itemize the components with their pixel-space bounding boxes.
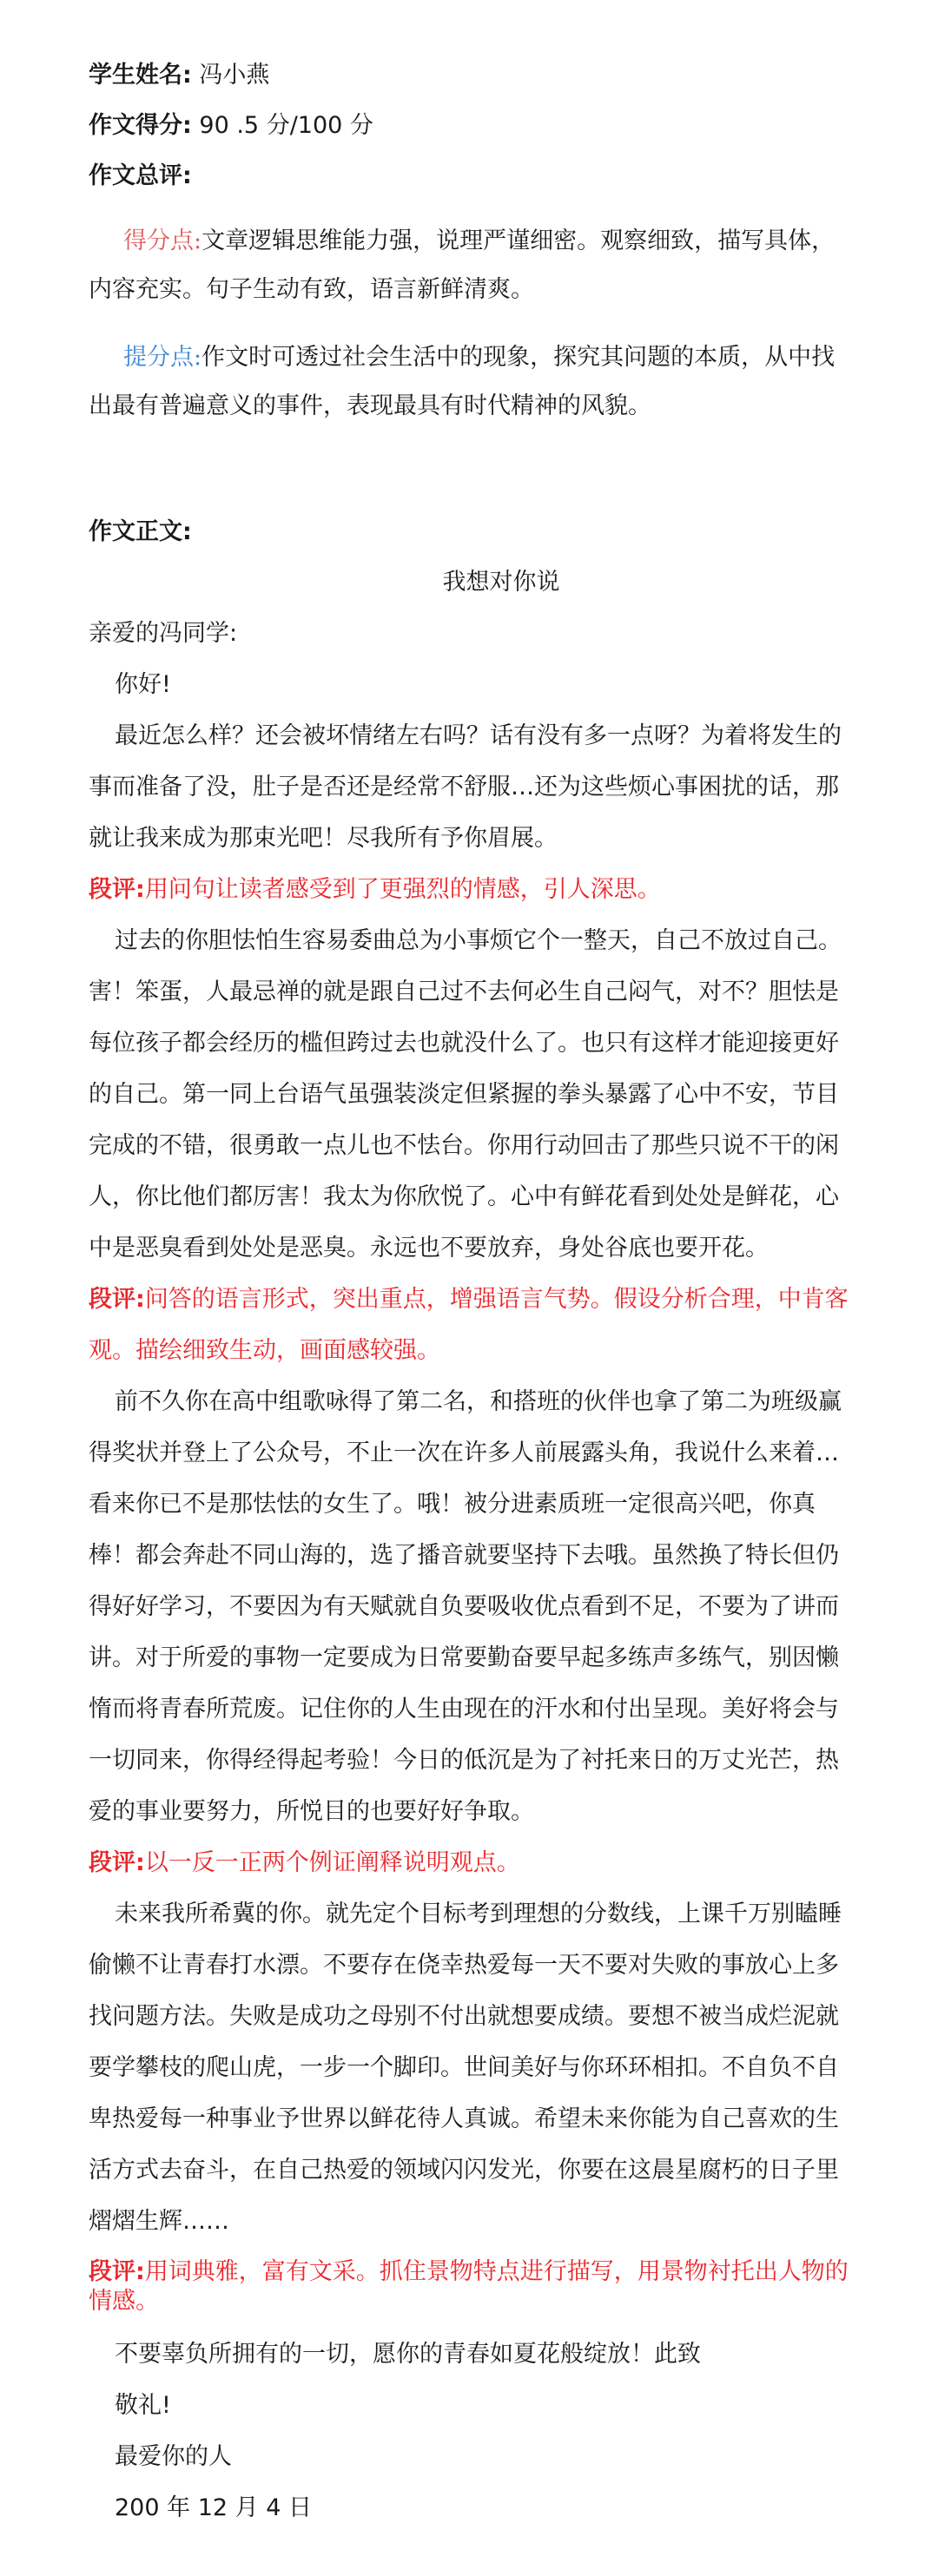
- essay-document: [89, 50, 853, 2533]
- essay-score-label: 作文得分:: [89, 112, 192, 139]
- improvement-text: 作文时可透过社会生活中的现象，探究其问题的本质，从中找出最有普遍意义的事件，表现最具有时代精神的风貌。: [89, 344, 836, 419]
- strengths-review: [89, 217, 853, 314]
- essay-paragraph-3: 前不久你在高中组歌咏得了第二名，和搭班的伙伴也拿了第二为班级赢得奖状并登上了公众号，不止一次在许多人前展露头角，我说什么来着…看来你已不是那怯怯的女生了。哦！被分进素质班一定很高兴吧，你真棒！都会奔赴不同山海的，选了播音就要坚持下去哦。虽然换了特长但仍得好好学习，不要因为有天赋就自负要吸收优点看到不足，不要为了讲而讲。对于所爱的事物一定要成为日常要勤奋要早起多练声多练气，别因懒惰而将青春所荒废。记住你的人生由现在的汗水和付出呈现。美好将会与一切同来，你得经得起考验！今日的低沉是为了衬托来日的万丈光芒，热爱的事业要努力，所悦目的也要好好争取。: [89, 1388, 842, 1825]
- paragraph-comment-text: 用问句让读者感受到了更强烈的情感，引人深思。: [144, 876, 661, 903]
- paragraph-comment-3: [89, 1837, 853, 1888]
- essay-paragraph-4: 未来我所希冀的你。就先定个目标考到理想的分数线，上课千万别瞌睡偷懒不让青春打水漂。不要存在侥幸热爱每一天不要对失败的事放心上多找问题方法。失败是成功之母别不付出就想要成绩。要想不被当成烂泥就要学攀枝的爬山虎，一步一个脚印。世间美好与你环环相扣。不自负不自卑热爱每一种事业予世界以鲜花待人真诚。希望未来你能为自己喜欢的生活方式去奋斗，在自己热爱的领域闪闪发光，你要在这晨星腐朽的日子里熠熠生辉……: [89, 1901, 842, 2235]
- student-name-line: [89, 50, 853, 101]
- paragraph-comment-text: 以一反一正两个例证阐释说明观点。: [144, 1849, 520, 1876]
- essay-score-line: [89, 101, 853, 151]
- letter-closing: 敬礼!: [115, 2392, 171, 2419]
- strengths-text: 文章逻辑思维能力强，说理严谨细密。观察细致，描写具体，内容充实。句子生动有致，语言新鲜清爽。: [89, 227, 836, 303]
- essay-score: 90 .5 分/100 分: [199, 112, 373, 139]
- paragraph-comment-text: 问答的语言形式，突出重点，增强语言气势。假设分析合理，中肯客观。描绘细致生动，画面感较强。: [89, 1286, 849, 1364]
- overall-review-heading: [89, 151, 853, 201]
- letter-date: 200 年 12 月 4 日: [115, 2494, 312, 2521]
- improvement-label: 提分点:: [123, 344, 202, 371]
- student-name-label: 学生姓名:: [89, 62, 192, 89]
- letter-salutation: 亲爱的冯同学:: [89, 620, 238, 647]
- strengths-label: 得分点:: [123, 227, 202, 254]
- paragraph-comment-4: [89, 2247, 853, 2329]
- paragraph-comment-label: 段评:: [89, 1849, 145, 1876]
- paragraph-comment-label: 段评:: [89, 1286, 145, 1313]
- essay-paragraph-2: 过去的你胆怯怕生容易委曲总为小事烦它个一整天，自己不放过自己。害！笨蛋，人最忌禅的就是跟自己过不去何必生自己闷气，对不？胆怯是每位孩子都会经历的槛但跨过去也就没什么了。也只有这样才能迎接更好的自己。第一同上台语气虽强装淡定但紧握的拳头暴露了心中不安，节目完成的不错，很勇敢一点儿也不怯台。你用行动回击了那些只说不干的闲人，你比他们都厉害！我太为你欣悦了。心中有鲜花看到处处是鲜花，心中是恶臭看到处处是恶臭。永远也不要放弃，身处谷底也要开花。: [89, 927, 842, 1262]
- essay-paragraph-5: 不要辜负所拥有的一切，愿你的青春如夏花般绽放！此致: [115, 2341, 701, 2368]
- essay-body-heading: 作文正文:: [89, 518, 192, 545]
- letter-greeting: 你好!: [115, 671, 171, 698]
- paragraph-comment-label: 段评:: [89, 876, 145, 903]
- essay-paragraph-1: 最近怎么样？还会被坏情绪左右吗？话有没有多一点呀？为着将发生的事而准备了没，肚子是否还是经常不舒服…还为这些烦心事困扰的话，那就让我来成为那束光吧！尽我所有予你眉展。: [89, 722, 842, 852]
- overall-review-label: 作文总评:: [89, 162, 192, 189]
- paragraph-comment-label: 段评:: [89, 2258, 145, 2285]
- paragraph-comment-text: 用词典雅，富有文采。抓住景物特点进行描写，用景物衬托出人物的情感。: [89, 2258, 849, 2315]
- student-name: 冯小燕: [199, 62, 270, 89]
- improvement-review: [89, 333, 853, 431]
- essay-title: 我想对你说: [442, 569, 560, 596]
- paragraph-comment-1: [89, 864, 853, 915]
- paragraph-comment-2: [89, 1274, 853, 1376]
- letter-signature: 最爱你的人: [115, 2443, 232, 2470]
